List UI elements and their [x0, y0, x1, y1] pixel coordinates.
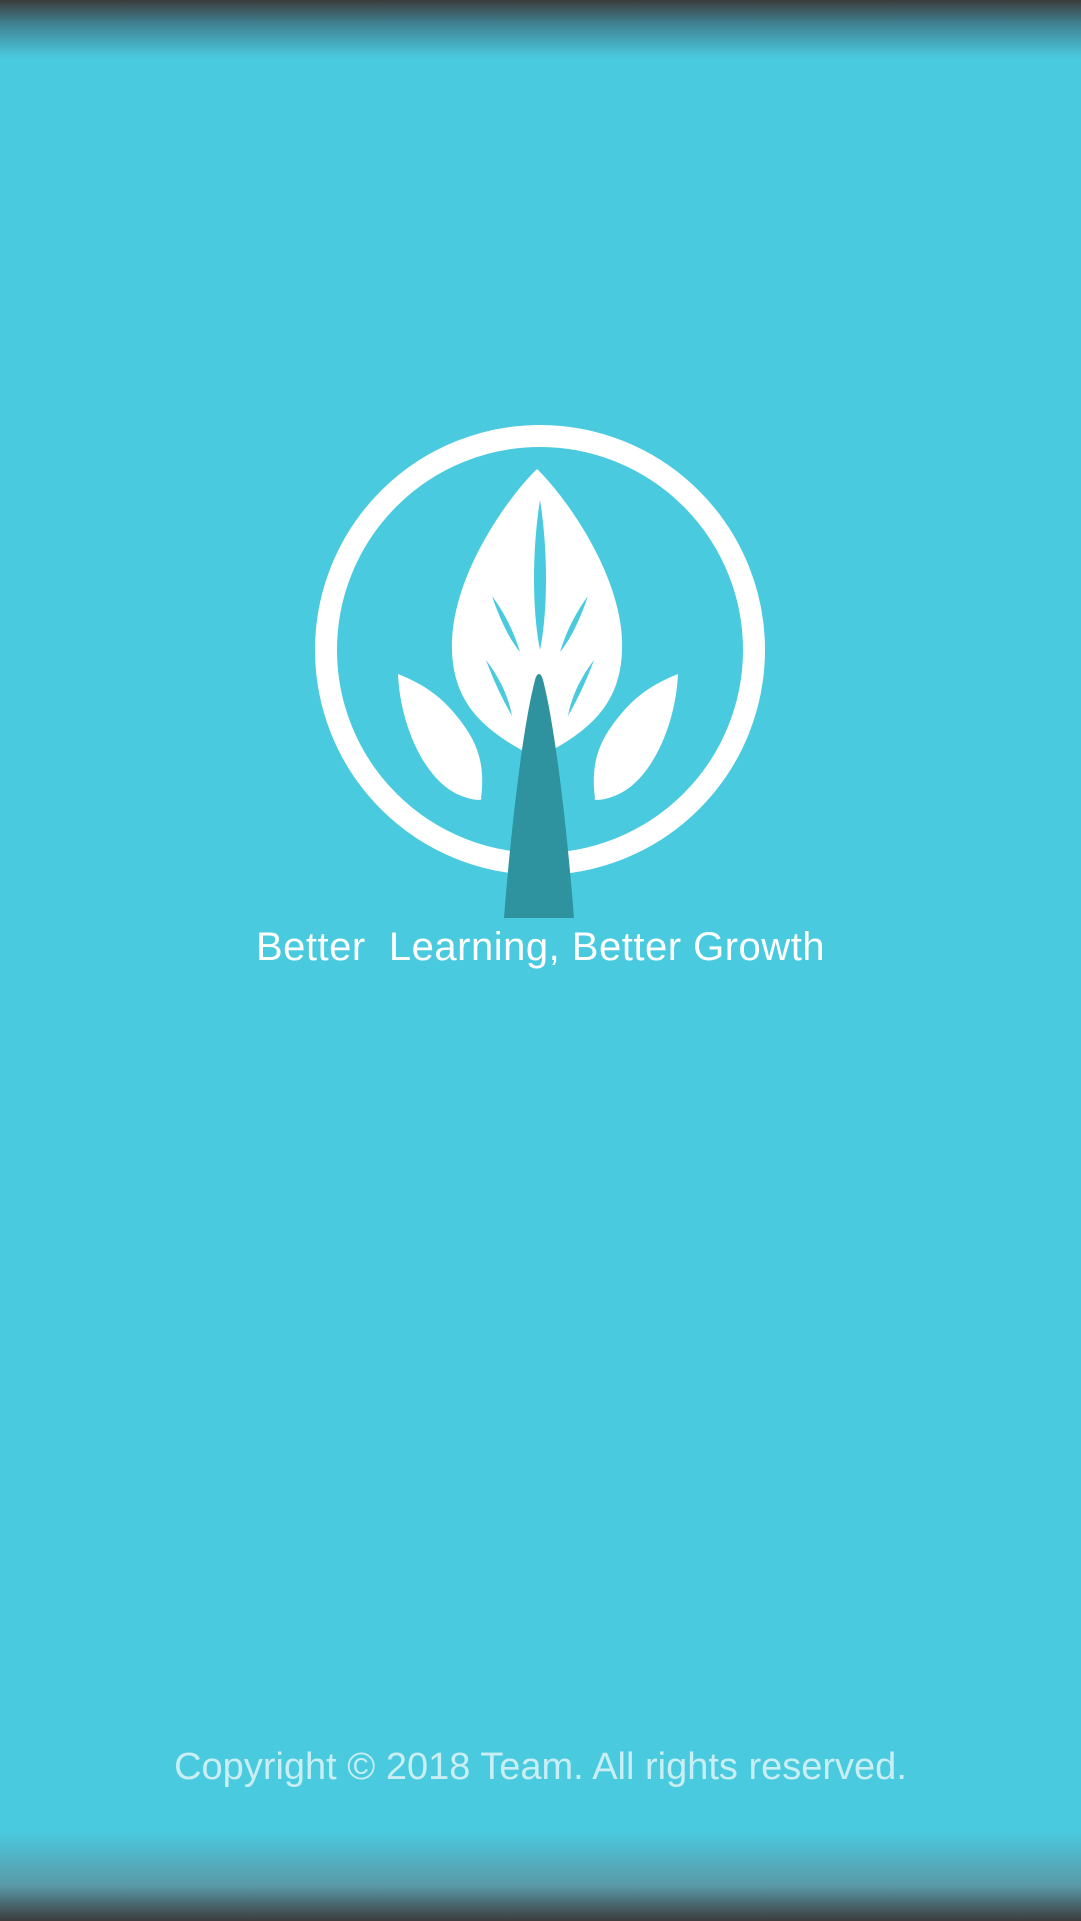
status-bar-shade: [0, 0, 1081, 58]
copyright-text: Copyright © 2018 Team. All rights reserved.: [174, 1746, 907, 1788]
tagline-text: Better Learning, Better Growth: [255, 925, 826, 969]
navigation-bar-shade: [0, 1831, 1081, 1921]
tree-logo-icon: [310, 420, 770, 920]
